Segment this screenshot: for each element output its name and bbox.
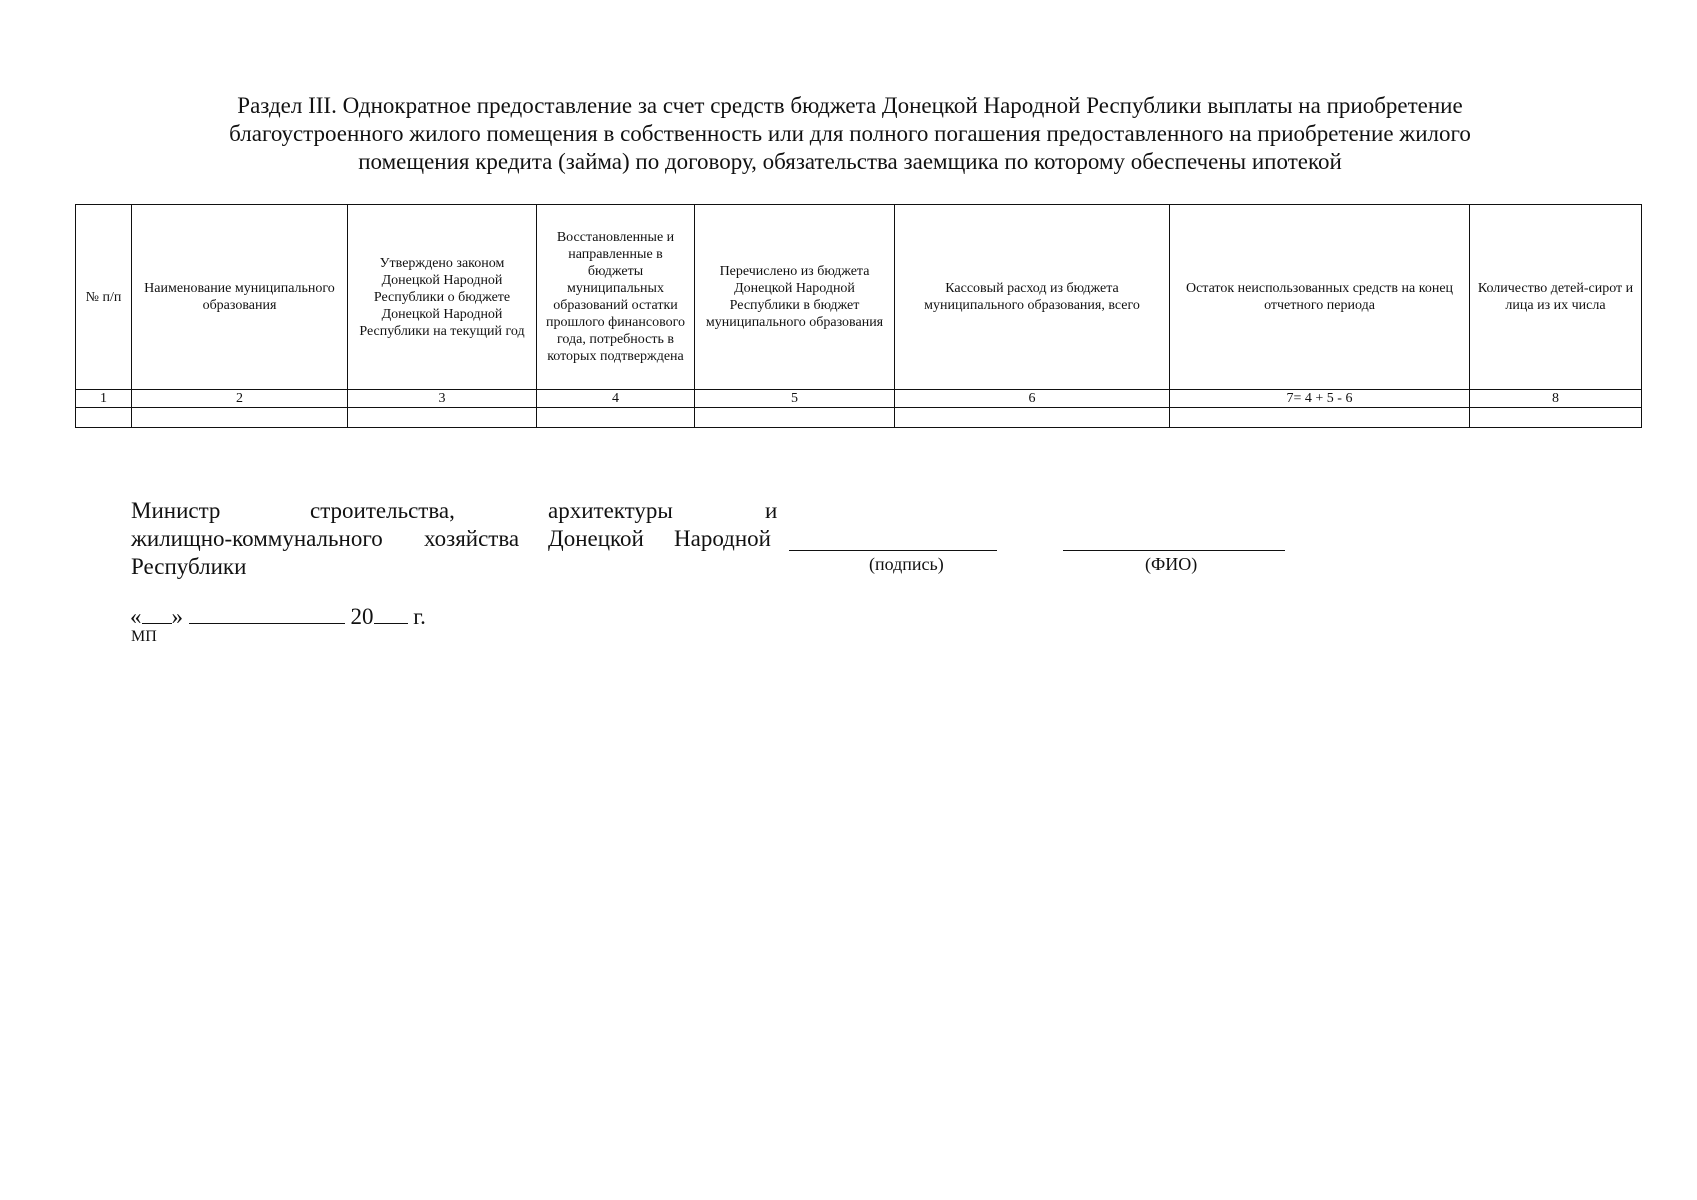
- year-suffix: г.: [413, 604, 426, 629]
- table-cell: [132, 408, 348, 428]
- minister-word-8: Народной: [674, 526, 771, 551]
- month-blank[interactable]: [189, 601, 345, 624]
- table-cell: [895, 408, 1170, 428]
- table-cell: [348, 408, 537, 428]
- day-blank[interactable]: [142, 601, 172, 624]
- report-table: [75, 204, 1642, 428]
- document-title: [150, 92, 1550, 176]
- minister-word-5: жилищно-коммунального: [131, 526, 383, 551]
- header-cell: Перечислено из бюджета Донецкой Народной Республики в бюджет муниципального образования: [695, 205, 895, 390]
- title-line-3: помещения кредита (займа) по договору, обязательства заемщика по которому обеспечены ипотекой: [358, 149, 1342, 174]
- header-cell: Наименование муниципального образования: [132, 205, 348, 390]
- column-number-cell: 8: [1470, 390, 1642, 408]
- stamp-label: МП: [131, 628, 157, 645]
- column-number-row: [76, 390, 1642, 408]
- year-blank[interactable]: [374, 601, 408, 624]
- minister-word-4: и: [765, 498, 778, 523]
- column-number-cell: 4: [537, 390, 695, 408]
- name-caption: (ФИО): [1145, 554, 1198, 574]
- header-cell: Остаток неиспользованных средств на конец отчетного периода: [1170, 205, 1470, 390]
- table-cell: [76, 408, 132, 428]
- signature-line[interactable]: [789, 550, 997, 551]
- column-number-cell: 5: [695, 390, 895, 408]
- table-cell: [1470, 408, 1642, 428]
- table-header-row: [76, 205, 1642, 390]
- header-cell: Количество детей-сирот и лица из их числа: [1470, 205, 1642, 390]
- header-cell: Кассовый расход из бюджета муниципального образования, всего: [895, 205, 1170, 390]
- table-cell: [695, 408, 895, 428]
- header-cell: Восстановленные и направленные в бюджеты муниципальных образований остатки прошлого финансового года, потребность в которых подтверждена: [537, 205, 695, 390]
- minister-word-1: Министр: [131, 498, 221, 523]
- column-number-cell: 6: [895, 390, 1170, 408]
- column-number-cell: 7= 4 + 5 - 6: [1170, 390, 1470, 408]
- table-cell: [1170, 408, 1470, 428]
- title-line-2: благоустроенного жилого помещения в собственность или для полного погашения предоставленного на приобретение жилого: [229, 121, 1471, 146]
- column-number-cell: 3: [348, 390, 537, 408]
- column-number-cell: 2: [132, 390, 348, 408]
- table-row: [76, 408, 1642, 428]
- minister-word-9: Республики: [131, 554, 247, 579]
- minister-word-7: Донецкой: [548, 526, 644, 551]
- title-line-1: Раздел III. Однократное предоставление за счет средств бюджета Донецкой Народной Республики выплаты на приобретение: [237, 93, 1463, 118]
- date-line: [130, 601, 426, 630]
- date-open-quote: «: [130, 604, 142, 629]
- header-cell: Утверждено законом Донецкой Народной Республики о бюджете Донецкой Народной Республики на текущий год: [348, 205, 537, 390]
- year-prefix: 20: [350, 604, 374, 629]
- name-line[interactable]: [1063, 550, 1285, 551]
- signature-caption: (подпись): [869, 554, 944, 574]
- date-close-quote: »: [171, 604, 183, 629]
- minister-word-3: архитектуры: [548, 498, 673, 523]
- table-cell: [537, 408, 695, 428]
- minister-word-2: строительства,: [310, 498, 455, 523]
- column-number-cell: 1: [76, 390, 132, 408]
- header-cell: № п/п: [76, 205, 132, 390]
- minister-word-6: хозяйства: [424, 526, 520, 551]
